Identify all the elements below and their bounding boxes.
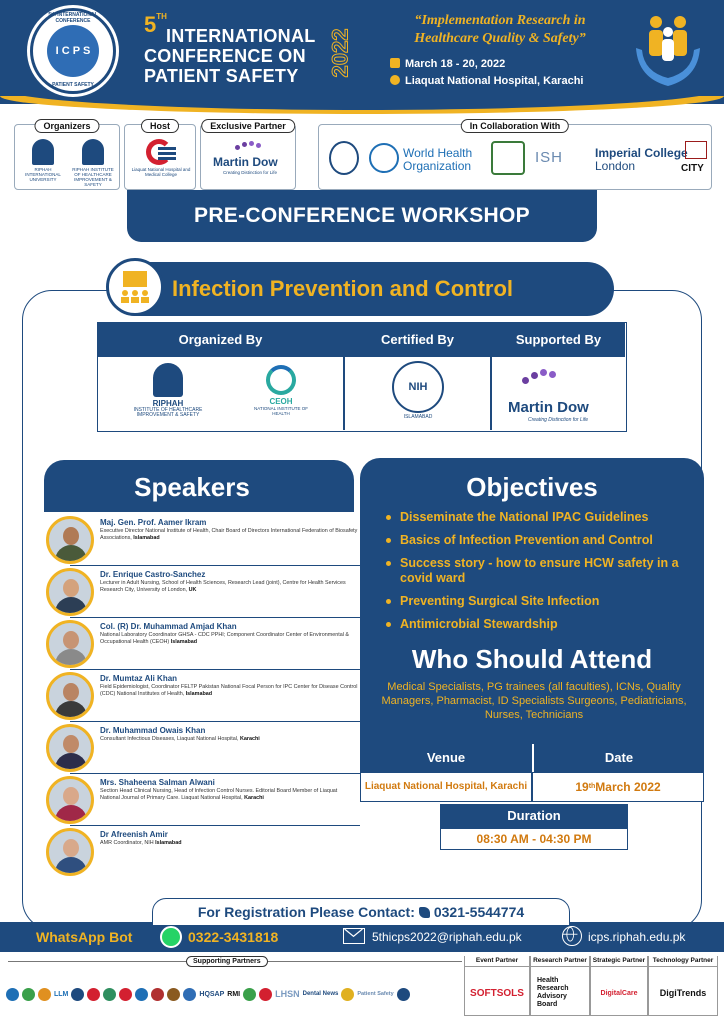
logo-ring-bottom-text: PATIENT SAFETY xyxy=(52,82,94,88)
nih-islamabad-logo: NIH ISLAMABAD xyxy=(388,361,448,420)
host-label: Host xyxy=(141,119,179,133)
objective-item: Basics of Infection Prevention and Control xyxy=(386,533,696,548)
workshop-banner: PRE-CONFERENCE WORKSHOP xyxy=(127,190,597,242)
speaker-name: Dr. Mumtaz Ali Khan xyxy=(100,674,178,683)
speaker-description: Consultant Infectious Diseases, Liaquat National Hospital, Karachi xyxy=(100,736,260,742)
conference-dates: March 18 - 20, 2022 xyxy=(390,58,505,70)
organizing-table xyxy=(97,322,627,432)
who-should-attend-title: Who Should Attend xyxy=(411,644,653,674)
whatsapp-label: WhatsApp Bot xyxy=(36,929,133,945)
speaker-description: Executive Director National Institute of Health, Chair Board of Directors International Federation of Biosafety Associations, Islamabad xyxy=(100,528,358,541)
objective-item: Disseminate the National IPAC Guidelines xyxy=(386,510,696,525)
speaker-row xyxy=(44,618,362,670)
partner-logo-text: RMI xyxy=(227,990,241,998)
partner-logo xyxy=(259,988,272,1001)
logo-ring-top-text: 5th INTERNATIONAL CONFERENCE xyxy=(48,12,98,24)
objectives-title: Objectives xyxy=(466,472,598,502)
workshop-topic-title: Infection Prevention and Control xyxy=(172,276,514,301)
speaker-description: Lecturer in Adult Nursing, School of Health Sciences, Research Lead (joint), Centre for Health Services Research City, University of London, UK xyxy=(100,580,346,593)
event-partner-box xyxy=(464,956,530,1016)
organizers-label: Organizers xyxy=(34,119,99,133)
technology-partner-box xyxy=(648,956,718,1016)
event-partner-name: SOFTSOLS xyxy=(470,987,524,999)
speaker-name: Dr. Muhammad Owais Khan xyxy=(100,726,206,735)
riphah-institute-logo: RIPHAH INSTITUTE OF HEALTHCARE IMPROVEMENT & SAFETY xyxy=(128,363,208,418)
partner-logo xyxy=(71,988,84,1001)
partner-logo xyxy=(38,988,51,1001)
presentation-icon xyxy=(106,258,164,316)
speaker-row xyxy=(44,514,362,566)
speaker-name: Maj. Gen. Prof. Aamer Ikram xyxy=(100,518,207,527)
speaker-photo xyxy=(46,828,94,876)
partner-logo-text: LHSN xyxy=(275,989,300,999)
registration-phone[interactable]: 0321-5544774 xyxy=(433,904,525,920)
organizers-box xyxy=(14,121,120,190)
objectives-list xyxy=(386,510,696,640)
whatsapp-phone[interactable]: 0322-3431818 xyxy=(188,929,279,945)
venue-value: Liaquat National Hospital, Karachi xyxy=(360,772,532,802)
speaker-photo xyxy=(46,776,94,824)
speaker-row xyxy=(44,826,362,878)
globe-icon xyxy=(562,926,582,946)
title-line-3: PATIENT SAFETY xyxy=(144,66,299,86)
ceoh-logo: CEOH NATIONAL INSTITUTE OF HEALTH xyxy=(246,365,316,416)
speaker-photo xyxy=(46,724,94,772)
date-header: Date xyxy=(534,744,704,772)
objectives-panel xyxy=(360,458,704,744)
partner-logo-text: LLM xyxy=(54,990,69,998)
martin-dow-name: Martin Dow xyxy=(508,399,589,416)
partner-logo xyxy=(183,988,196,1001)
supporting-partner-logos xyxy=(6,975,462,1013)
certified-by-header: Certified By xyxy=(345,323,490,357)
nih-emblem-icon xyxy=(329,141,359,175)
supporting-partners-label: Supporting Partners xyxy=(186,956,268,967)
imperial-college-name: Imperial College London xyxy=(595,146,688,173)
martin-dow-name: Martin Dow xyxy=(213,155,278,169)
speakers-title: Speakers xyxy=(134,472,250,502)
speaker-description: Field Epidemiologist, Coordinator FELTP Pakistan National Focal Person for IPC Center for Disease Control (CDC) National Institutes of Health, Islamabad xyxy=(100,684,358,697)
speaker-name: Mrs. Shaheena Salman Alwani xyxy=(100,778,215,787)
title-line-2: CONFERENCE ON xyxy=(144,46,306,66)
logo-letters: I C P S xyxy=(47,25,99,77)
riphah-institute-logo: RIPHAH INSTITUTE OF HEALTHCARE IMPROVEMENT & SAFETY xyxy=(69,139,117,187)
speaker-photo xyxy=(46,516,94,564)
riphah-university-logo: RIPHAH INTERNATIONAL UNIVERSITY xyxy=(19,139,67,182)
speaker-name: Dr Afreenish Amir xyxy=(100,830,168,839)
who-emblem-icon xyxy=(369,143,399,173)
email-icon xyxy=(343,928,365,944)
duration-value: 08:30 AM - 04:30 PM xyxy=(440,828,628,850)
speakers-panel xyxy=(44,460,362,888)
registration-contact: For Registration Please Contact: 0321-5544774 xyxy=(152,898,570,926)
objective-item: Preventing Surgical Site Infection xyxy=(386,594,696,609)
partner-logo xyxy=(151,988,164,1001)
supported-by-header: Supported By xyxy=(492,323,625,357)
icps-logo xyxy=(30,8,116,94)
partner-logo xyxy=(135,988,148,1001)
patient-safety-hands-icon xyxy=(632,12,704,92)
partner-logo xyxy=(87,988,100,1001)
partner-logo xyxy=(397,988,410,1001)
collaboration-label: In Collaboration With xyxy=(461,119,569,133)
martin-dow-mark xyxy=(235,141,263,153)
research-partner-name: Health Research Advisory Board xyxy=(537,977,569,1008)
speaker-description: Section Head Clinical Nursing, Head of Infection Control Nurses. Editorial Board Member of Liaquat National Journal of Primary Care. Liaquat National Hospital, Karachi xyxy=(100,788,338,801)
partner-logo-text: HQSAP xyxy=(199,990,225,998)
martin-dow-tagline: Creating Distinction for Life xyxy=(528,417,589,423)
exclusive-partner-box xyxy=(200,121,296,190)
event-partner-label: Event Partner xyxy=(465,956,529,967)
speaker-name: Col. (R) Dr. Muhammad Amjad Khan xyxy=(100,622,237,631)
partner-logo xyxy=(167,988,180,1001)
email-link[interactable]: 5thicps2022@riphah.edu.pk xyxy=(372,930,522,944)
ish-logo: ISH xyxy=(535,149,564,166)
partner-logo xyxy=(103,988,116,1001)
calendar-icon xyxy=(390,58,400,68)
liaquat-hospital-logo: Liaquat National Hospital and Medical College xyxy=(131,139,191,177)
partner-logo-text: Dental News xyxy=(302,991,339,997)
technology-partner-label: Technology Partner xyxy=(649,956,717,967)
collaboration-box xyxy=(318,121,712,190)
organized-by-header: Organized By xyxy=(98,323,343,357)
speaker-photo xyxy=(46,568,94,616)
speaker-photo xyxy=(46,672,94,720)
conference-venue: Liaquat National Hospital, Karachi xyxy=(390,75,583,87)
venue-header: Venue xyxy=(360,744,532,772)
research-partner-label: Research Partner xyxy=(531,956,589,967)
speaker-name: Dr. Enrique Castro-Sanchez xyxy=(100,570,206,579)
date-value: 19 th March 2022 xyxy=(532,772,704,802)
pakistan-govt-emblem-icon xyxy=(491,141,525,175)
speaker-row xyxy=(44,566,362,618)
speaker-row xyxy=(44,774,362,826)
martin-dow-mark xyxy=(522,369,562,387)
speaker-row xyxy=(44,722,362,774)
partner-logo xyxy=(6,988,19,1001)
edition-number: 5TH xyxy=(144,12,167,37)
partner-logo xyxy=(119,988,132,1001)
objective-item: Success story - how to ensure HCW safety in a covid ward xyxy=(386,556,696,586)
objective-item: Antimicrobial Stewardship xyxy=(386,617,696,632)
who-should-attend-text: Medical Specialists, PG trainees (all faculties), ICNs, Quality Managers, Pharmacist, ID Specialists Surgeons, Pediatricians, Nurses, Technicians xyxy=(381,681,687,721)
research-partner-box xyxy=(530,956,590,1016)
column-divider xyxy=(490,323,492,430)
technology-partner-name: DigiTrends xyxy=(659,988,707,998)
strategic-partner-box xyxy=(590,956,648,1016)
who-name: World Health Organization xyxy=(403,146,473,173)
speaker-description: National Laboratory Coordinator GHSA - CDC PPHI; Component Coordinator Center of Environmental & Occupational Health (CEOH) Islamabad xyxy=(100,632,349,645)
duration-header: Duration xyxy=(440,804,628,828)
conference-tagline: “Implementation Research in Healthcare Quality & Safety” xyxy=(414,13,586,46)
partner-logo xyxy=(341,988,354,1001)
partner-logo xyxy=(243,988,256,1001)
website-link[interactable]: icps.riphah.edu.pk xyxy=(588,930,686,944)
partner-logo-text: Patient Safety xyxy=(357,991,394,997)
location-pin-icon xyxy=(390,75,400,85)
martin-dow-tagline: Creating Distinction for Life xyxy=(223,170,278,175)
speaker-description: AMR Coordinator, NIH Islamabad xyxy=(100,840,182,846)
conference-year: 2022 xyxy=(327,28,353,78)
host-box xyxy=(124,121,196,190)
city-crest-icon xyxy=(685,141,707,159)
strategic-partner-label: Strategic Partner xyxy=(591,956,647,967)
speaker-row xyxy=(44,670,362,722)
whatsapp-icon xyxy=(160,926,182,948)
column-divider xyxy=(343,323,345,430)
phone-icon xyxy=(419,907,430,918)
city-university-name: CITY xyxy=(681,163,704,174)
strategic-partner-name: DigitalCare xyxy=(600,989,638,997)
exclusive-partner-label: Exclusive Partner xyxy=(201,119,295,133)
partner-logo xyxy=(22,988,35,1001)
speaker-photo xyxy=(46,620,94,668)
title-line-1: INTERNATIONAL xyxy=(166,26,316,46)
